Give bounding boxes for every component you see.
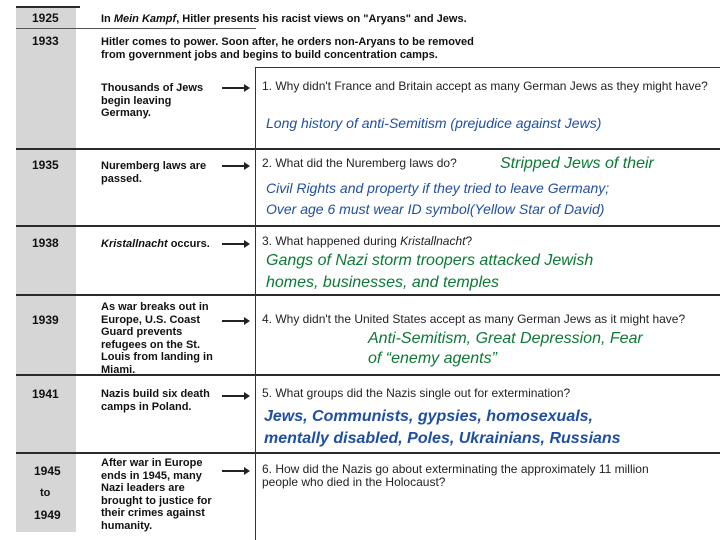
top-rule [16, 6, 80, 8]
timeline-event: Hitler comes to power. Soon after, he orders non-Aryans to be removed from government jobs and begins to build concentration camps. [101, 36, 474, 61]
timeline-event: Thousands of Jews begin leaving Germany. [101, 82, 204, 119]
answer-text: Gangs of Nazi storm troopers attacked Jewish [266, 252, 594, 269]
arrow-right-icon [222, 391, 250, 401]
timeline-event: Nuremberg laws are passed. [101, 160, 207, 185]
arrow-right-icon [222, 83, 250, 93]
timeline-event: Nazis build six death camps in Poland. [101, 388, 210, 413]
question-text: 5. What groups did the Nazis single out for extermination? [262, 386, 571, 400]
answer-text: Over age 6 must wear ID symbol(Yellow Star of David) [266, 201, 605, 217]
question-text: 2. What did the Nuremberg laws do? [262, 156, 457, 170]
answer-text: Anti-Semitism, Great Depression, Fear [368, 330, 643, 347]
answer-text: Civil Rights and property if they tried to leave Germany; [266, 180, 610, 196]
answer-text: homes, businesses, and temples [266, 274, 500, 291]
timeline-event: After war in Europe ends in 1945, many Nazi leaders are brought to justice for their crimes against humanity. [101, 457, 212, 532]
year-label: 1945 [34, 464, 61, 478]
arrow-right-icon [222, 316, 250, 326]
timeline-event: As war breaks out in Europe, U.S. Coast Guard prevents refugees on the St. Louis from landing in Miami. [101, 301, 213, 376]
timeline-event: Kristallnacht occurs. [101, 238, 210, 250]
year-to-label: to [40, 487, 51, 499]
answer-text: mentally disabled, Poles, Ukrainians, Russians [264, 430, 621, 447]
year-label: 1941 [32, 387, 59, 401]
year-label: 1939 [32, 313, 59, 327]
question-text: 3. What happened during Kristallnacht? [262, 234, 473, 248]
timeline-event: In Mein Kampf, Hitler presents his racist views on "Aryans" and Jews. [101, 13, 467, 25]
question-text: 4. Why didn't the United States accept as many German Jews as it might have? [262, 312, 686, 326]
arrow-right-icon [222, 466, 250, 476]
answer-text: Long history of anti-Semitism (prejudice against Jews) [266, 115, 602, 131]
year-label: 1925 [32, 11, 59, 25]
question-text: 6. How did the Nazis go about exterminating the approximately 11 million people who died in the Holocaust? [262, 462, 649, 489]
answer-text: of “enemy agents” [368, 350, 497, 367]
answer-text: Stripped Jews of their [500, 155, 654, 172]
separator [16, 28, 256, 29]
year-label: 1938 [32, 236, 59, 250]
question-text: 1. Why didn't France and Britain accept as many German Jews as they might have? [262, 79, 708, 93]
answer-text: Jews, Communists, gypsies, homosexuals, [264, 408, 593, 425]
arrow-right-icon [222, 161, 250, 171]
year-label: 1933 [32, 34, 59, 48]
arrow-right-icon [222, 239, 250, 249]
year-label: 1935 [32, 158, 59, 172]
year-label: 1949 [34, 508, 61, 522]
